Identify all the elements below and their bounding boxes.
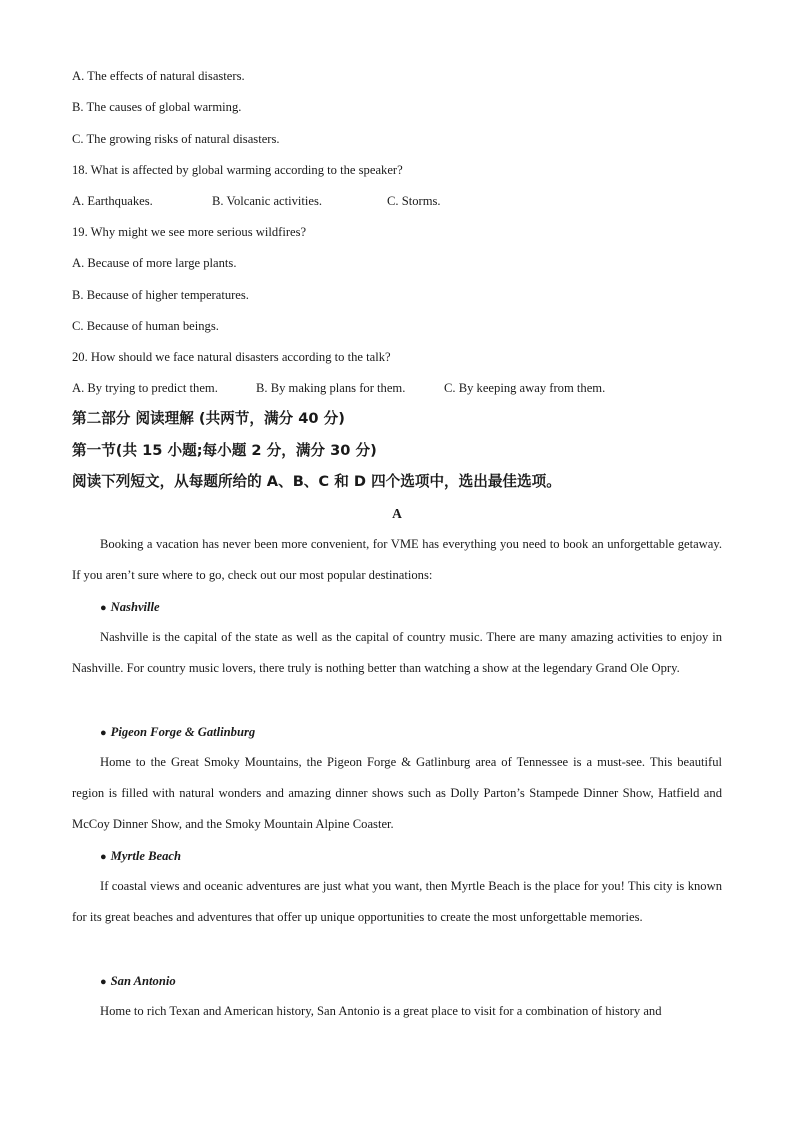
- q17-option-a: A. The effects of natural disasters.: [72, 69, 245, 83]
- destination-name: Nashville: [110, 600, 160, 614]
- section1-title: 第一节(共 15 小题;每小题 2 分，满分 30 分): [72, 442, 377, 459]
- q19-option-c: C. Because of human beings.: [72, 319, 219, 333]
- q17-option-c: C. The growing risks of natural disasters.: [72, 132, 280, 146]
- bullet-icon: ●: [100, 727, 107, 739]
- destination-heading: [100, 973, 176, 990]
- q18-option-c: C. Storms.: [387, 194, 441, 208]
- q19-question: 19. Why might we see more serious wildfires?: [72, 225, 307, 239]
- bullet-icon: ●: [100, 602, 107, 614]
- destination-name: Pigeon Forge & Gatlinburg: [110, 725, 256, 739]
- destination-paragraph: If coastal views and oceanic adventures are just what you want, then Myrtle Beach is the place for you! This city is known for its great beaches and adventures that offer up unique opportunities to create the most unforgettable memories.: [72, 879, 722, 925]
- bullet-icon: ●: [100, 851, 107, 863]
- destination-heading: [100, 724, 255, 741]
- q20-option-a: A. By trying to predict them.: [72, 381, 218, 395]
- passage-label: A: [392, 506, 402, 521]
- destination-paragraph: Nashville is the capital of the state as well as the capital of country music. There are many amazing activities to enjoy in Nashville. For country music lovers, there truly is nothing better than watching a show at the legendary Grand Ole Opry.: [72, 630, 722, 676]
- passage-intro: Booking a vacation has never been more convenient, for VME has everything you need to book an unforgettable getaway. If you aren’t sure where to go, check out our most popular destinations:: [72, 537, 722, 583]
- q18-question: 18. What is affected by global warming according to the speaker?: [72, 163, 403, 177]
- destination-name: San Antonio: [110, 974, 176, 988]
- q20-option-c: C. By keeping away from them.: [444, 381, 606, 395]
- q18-option-a: A. Earthquakes.: [72, 194, 153, 208]
- destination-paragraph: Home to rich Texan and American history, San Antonio is a great place to visit for a combination of history and: [100, 1004, 662, 1018]
- q20-question: 20. How should we face natural disasters according to the talk?: [72, 350, 391, 364]
- destination-heading: [100, 599, 160, 616]
- q17-option-b: B. The causes of global warming.: [72, 100, 242, 114]
- part2-title: 第二部分 阅读理解 (共两节，满分 40 分): [72, 410, 345, 427]
- q20-option-b: B. By making plans for them.: [256, 381, 406, 395]
- q18-option-b: B. Volcanic activities.: [212, 194, 323, 208]
- bullet-icon: ●: [100, 976, 107, 988]
- reading-instruction: 阅读下列短文，从每题所给的 A、B、C 和 D 四个选项中，选出最佳选项。: [72, 473, 561, 490]
- q19-option-b: B. Because of higher temperatures.: [72, 288, 249, 302]
- destination-name: Myrtle Beach: [110, 849, 181, 863]
- destination-paragraph: Home to the Great Smoky Mountains, the Pigeon Forge & Gatlinburg area of Tennessee is a must-see. This beautiful region is filled with natural wonders and amazing dinner shows such as Dolly Parton’s Stampede Dinner Show, Hatfield and McCoy Dinner Show, and the Smoky Mountain Alpine Coaster.: [72, 755, 722, 832]
- destination-heading: [100, 848, 181, 865]
- q19-option-a: A. Because of more large plants.: [72, 256, 237, 270]
